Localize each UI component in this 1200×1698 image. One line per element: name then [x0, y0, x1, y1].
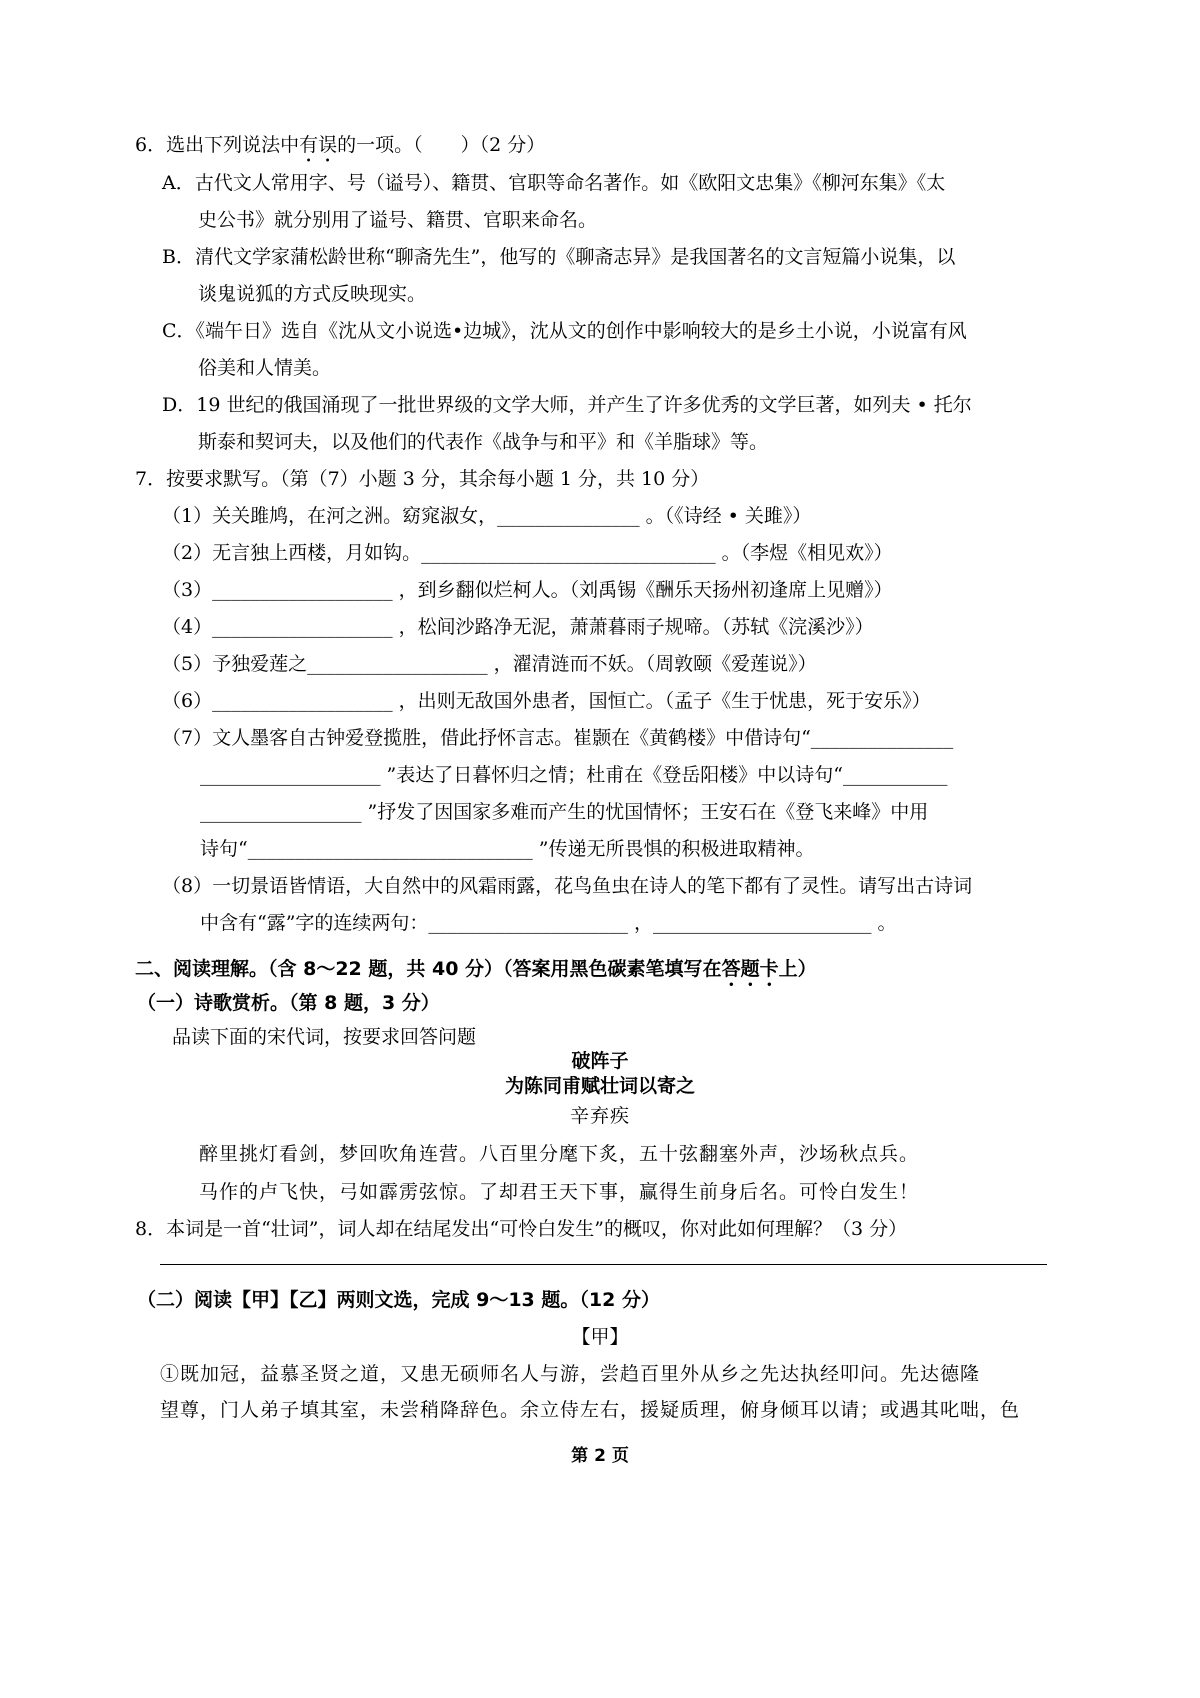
- q6-option-c-line2: 俗美和人情美。: [198, 357, 332, 379]
- q7-item-1: （1）关关雎鸠，在河之洲。窈窕淑女，_______________ 。（《诗经 • 关雎》）: [162, 505, 812, 527]
- q7-item-8-line2: 中含有“露”字的连续两句：_____________________ ，_______________________ 。: [200, 912, 897, 934]
- q8-stem: 8．本词是一首“壮词”，词人却在结尾发出“可怜白发生”的概叹，你对此如何理解？（3 分）: [135, 1218, 908, 1240]
- q6-stem-emphasis: 有误: [299, 134, 338, 156]
- subsection-poetry-heading: （一）诗歌赏析。（第 8 题，3 分）: [137, 992, 440, 1014]
- section-2-heading: [135, 957, 817, 991]
- q7-item-7-line4: 诗句“______________________________ ”传递无所畏惧的积极进取精神。: [200, 838, 815, 860]
- poem-line-1: 醉里挑灯看剑，梦回吹角连营。八百里分麾下炙，五十弦翻塞外声，沙场秋点兵。: [199, 1143, 920, 1165]
- q6-option-a-line1: A．古代文人常用字、号（谥号）、籍贯、官职等命名著作。如《欧阳文忠集》《柳河东集》《太: [162, 172, 946, 194]
- q7-item-7-line2: ___________________ ”表达了日暮怀归之情；杜甫在《登岳阳楼》中以诗句“___________: [200, 764, 948, 786]
- q6-option-b-line1: B．清代文学家蒲松龄世称“聊斋先生”，他写的《聊斋志异》是我国著名的文言短篇小说集，以: [162, 246, 956, 268]
- q7-item-5: （5）予独爱莲之___________________ ，濯清涟而不妖。（周敦颐《爱莲说》）: [162, 653, 817, 675]
- poem-line-2: 马作的卢飞快，弓如霹雳弦惊。了却君王天下事，赢得生前身后名。可怜白发生！: [199, 1181, 920, 1203]
- passage-jia-label: 【甲】: [571, 1326, 629, 1348]
- q6-option-d-line1: D．19 世纪的俄国涌现了一批世界级的文学大师，并产生了许多优秀的文学巨著，如列夫 • 托尔: [162, 394, 972, 416]
- poetry-intro: 品读下面的宋代词，按要求回答问题: [172, 1026, 477, 1048]
- q6-stem-pre: 6．选出下列说法中: [135, 134, 300, 156]
- section-2-heading-pre: 二、阅读理解。（含 8～22 题，共 40 分）（答案用黑色碳素笔填写在: [135, 958, 722, 980]
- q7-item-6: （6）___________________ ，出则无敌国外患者，国恒亡。（孟子《生于忧患，死于安乐》）: [162, 690, 931, 712]
- q7-item-2: （2）无言独上西楼，月如钩。_______________________________ 。（李煜《相见欢》）: [162, 542, 893, 564]
- q8-answer-line[interactable]: [160, 1264, 1047, 1265]
- q6-option-d-line2: 斯泰和契诃夫，以及他们的代表作《战争与和平》和《羊脂球》等。: [198, 431, 769, 453]
- q7-item-3: （3）___________________ ，到乡翻似烂柯人。（刘禹锡《酬乐天扬州初逢席上见赠》）: [162, 579, 893, 601]
- subsection-reading-heading: （二）阅读【甲】【乙】两则文选，完成 9～13 题。（12 分）: [137, 1289, 660, 1311]
- q6-option-b-line2: 谈鬼说狐的方式反映现实。: [198, 283, 427, 305]
- q7-item-4: （4）___________________ ，松间沙路净无泥，萧萧暮雨子规啼。（苏轼《浣溪沙》）: [162, 616, 874, 638]
- q6-stem: [135, 133, 545, 167]
- poem-author: 辛弃疾: [569, 1105, 630, 1127]
- q6-stem-post: 的一项。（ ）（2 分）: [337, 134, 546, 156]
- poem-title: 破阵子: [571, 1050, 629, 1072]
- q6-option-a-line2: 史公书》就分别用了谥号、籍贯、官职来命名。: [198, 209, 598, 231]
- passage-jia-line-1: ①既加冠，益慕圣贤之道，又患无硕师名人与游，尝趋百里外从乡之先达执经叩问。先达德隆: [160, 1363, 981, 1385]
- section-2-heading-post: 上）: [778, 958, 817, 980]
- poem-subtitle: 为陈同甫赋壮词以寄之: [504, 1075, 695, 1097]
- q7-item-7-line1: （7）文人墨客自古钟爱登揽胜，借此抒怀言志。崔颢在《黄鹤楼》中借诗句“_______________: [162, 727, 954, 749]
- passage-jia-line-2: 望尊，门人弟子填其室，未尝稍降辞色。余立侍左右，援疑质理，俯身倾耳以请；或遇其叱咄，色: [160, 1399, 1021, 1421]
- q6-option-c-line1: C．《端午日》选自《沈从文小说选•边城》，沈从文的创作中影响较大的是乡土小说，小说富有风: [162, 320, 967, 342]
- q7-item-8-line1: （8）一切景语皆情语，大自然中的风霜雨露，花鸟鱼虫在诗人的笔下都有了灵性。请写出古诗词: [162, 875, 973, 897]
- q7-item-7-line3: _________________ ”抒发了因国家多难而产生的忧国情怀；王安石在《登飞来峰》中用: [200, 801, 929, 823]
- q7-stem: 7．按要求默写。（第（7）小题 3 分，其余每小题 1 分，共 10 分）: [135, 468, 710, 490]
- section-2-heading-emphasis: 答题卡: [721, 958, 779, 980]
- page-number: 第 2 页: [571, 1446, 629, 1466]
